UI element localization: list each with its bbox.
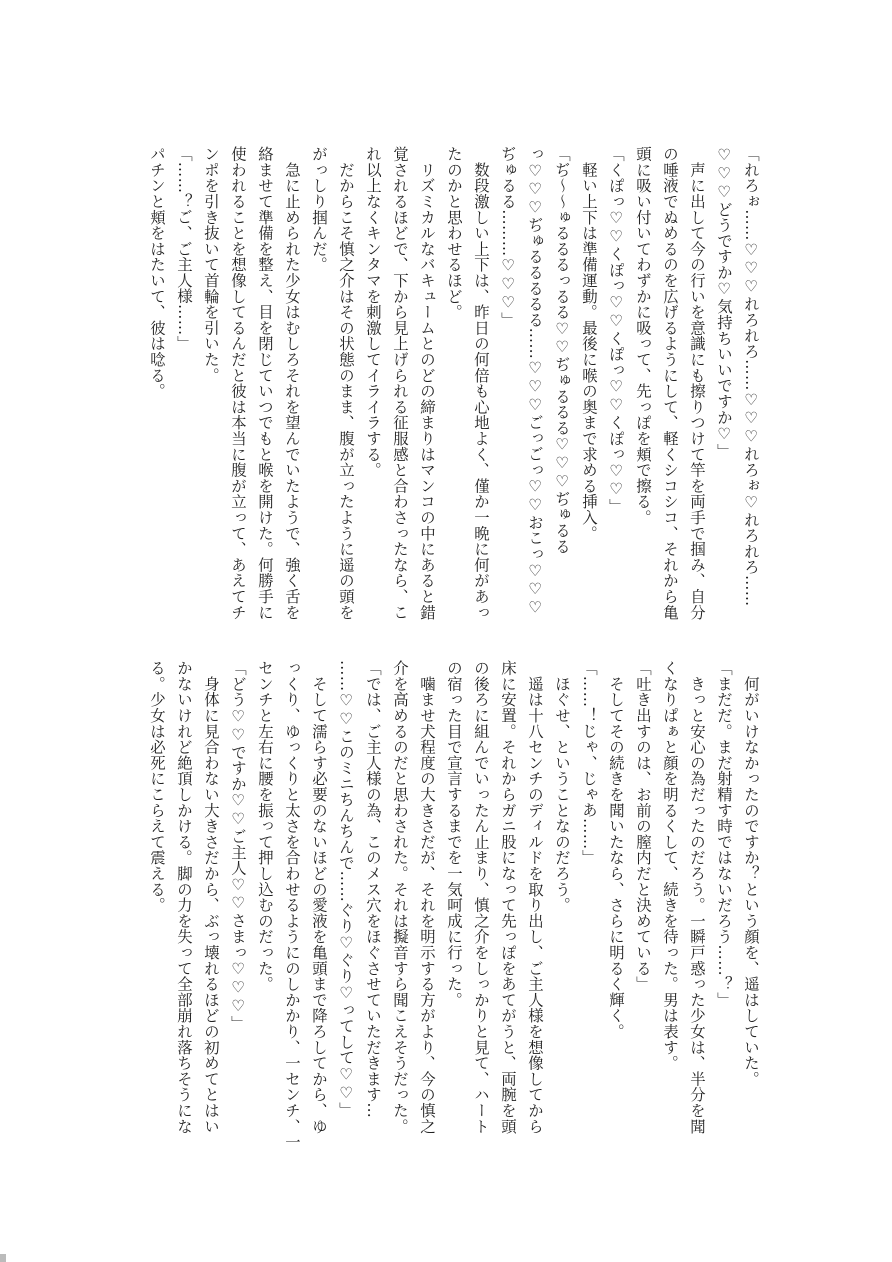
text-line: 軽い上下は準備運動。最後に喉の奥まで求める挿入。 [580, 146, 598, 541]
text-line: きっと安心の為だったのだろう。一瞬戸惑った少女は、半分を聞 [688, 660, 706, 1134]
text-line: ぢゅるる………♡♡♡」 [499, 146, 517, 328]
text-line: がっしり掴んだ。 [310, 146, 328, 273]
text-line: の宿った目で宣言するまでを一気呵成に行った。 [445, 660, 463, 1008]
text-line: 噛ませ犬程度の大きさだが、それを明示する方がより、今の慎之 [418, 660, 436, 1134]
text-line: 声に出して今の行いを意識にも擦りつけて竿を両手で掴み、自分 [688, 146, 706, 620]
text-line: 頭に吸い付いてわずかに吸って、先っぽを頬で擦る。 [634, 146, 652, 526]
text-line: 「吐き出すのは、お前の膣内だと決めている」 [634, 660, 652, 992]
text-line: 遥は十八センチのディルドを取り出し、ご主人様を想像してから [526, 660, 544, 1134]
text-line: ンポを引き抜いて首輪を引いた。 [202, 146, 220, 383]
text-block-upper [143, 146, 764, 626]
text-line: っくり、ゆっくりと太さを合わせるようにのしかかり、一センチ、一 [283, 660, 301, 1150]
page-edge-mark [0, 1254, 6, 1262]
text-block-lower [143, 660, 764, 1150]
text-line: 急に止められた少女はむしろそれを望んでいたようで、強く舌を [283, 146, 301, 620]
text-line: 「……？ご、ご主人様……」 [175, 146, 193, 352]
text-line: 覚されるほどで、下から見上げられる征服感と合わさったなら、こ [391, 146, 409, 620]
text-line: 数段激しい上下は、昨日の何倍も心地よく、僅か一晩に何があっ [472, 146, 490, 620]
text-line: くなりぱぁと顔を明るくして、続きを待った。男は表す。 [661, 660, 679, 1071]
text-line: る。少女は必死にこらえて震える。 [148, 660, 166, 913]
text-line: 「くぽっ♡♡くぽっ♡♡くぽっ♡♡くぽっ♡♡」 [607, 146, 625, 515]
text-line: ♡♡♡どうですか♡気持ちいいですか♡」 [715, 146, 733, 460]
text-line: そしてその続きを聞いたなら、さらに明るく輝く。 [607, 660, 625, 1040]
text-line: の唾液でぬめるのを広げるようにして、軽くシコシコ、それから亀 [661, 146, 679, 620]
text-line: たのかと思わせるほど。 [445, 146, 463, 320]
text-line: ……♡♡このミニちんちんで……ぐり♡ぐり♡ってして♡♡」 [337, 660, 355, 1118]
text-line: センチと左右に腰を振って押し込むのだった。 [256, 660, 274, 992]
text-line: 「ぢ〜〜ゅるるるっるる♡♡ぢゅるるる♡♡♡ぢゅるる [553, 146, 571, 554]
text-line: 「……！じゃ、じゃあ……」 [580, 660, 598, 866]
text-line: そして濡らす必要のないほどの愛液を亀頭まで降ろしてから、ゆ [310, 660, 328, 1134]
text-line: 「どう♡♡ですか♡♡ご主人♡♡さまっ♡♡♡」 [229, 660, 247, 1031]
text-line: 「では、ご主人様の為、このメス穴をほぐさせていただきます… [364, 660, 382, 1119]
text-line: 使われることを想像してるんだと彼は本当に腹が立って、あえてチ [229, 146, 247, 620]
text-line: だからこそ慎之介はその状態のまま、腹が立ったように遥の頭を [337, 146, 355, 620]
text-line: 何がいけなかったのですか？という顔を、遥はしていた。 [742, 660, 760, 1087]
text-line: パチンと頬をはたいて、彼は唸る。 [148, 146, 166, 399]
text-line: っ♡♡♡ぢゅるるるるる……♡♡♡ごっごっ♡♡おこっ♡♡♡ [526, 146, 544, 617]
text-line: 身体に見合わない大きさだから、ぶっ壊れるほどの初めてとはい [202, 660, 220, 1134]
text-line: 床に安置。それからガニ股になって先っぽをあてがうと、両腕を頭 [499, 660, 517, 1134]
text-line: 「れろぉ……♡♡♡れろれろ……♡♡♡れろぉ♡れろれろ…… [742, 146, 760, 607]
text-line: 「まだだ。まだ射精す時ではないだろう……？」 [715, 660, 733, 1008]
text-line: かないけれど絶頂しかける。脚の力を失って全部崩れ落ちそうにな [175, 660, 193, 1134]
text-line: れ以上なくキンタマを刺激してイライラする。 [364, 146, 382, 478]
text-line: の後ろに組んでいったん止まり、慎之介をしっかりと見て、ハート [472, 660, 490, 1134]
text-line: 介を高めるのだと思わされた。それは擬音すら聞こえそうだった。 [391, 660, 409, 1134]
text-line: 絡ませて準備を整え、目を閉じていつでもと喉を開けた。何勝手に [256, 146, 274, 620]
text-line: ほぐせ、ということなのだろう。 [553, 660, 571, 913]
text-line: リズミカルなバキュームとのどの締まりはマンコの中にあると錯 [418, 146, 436, 620]
